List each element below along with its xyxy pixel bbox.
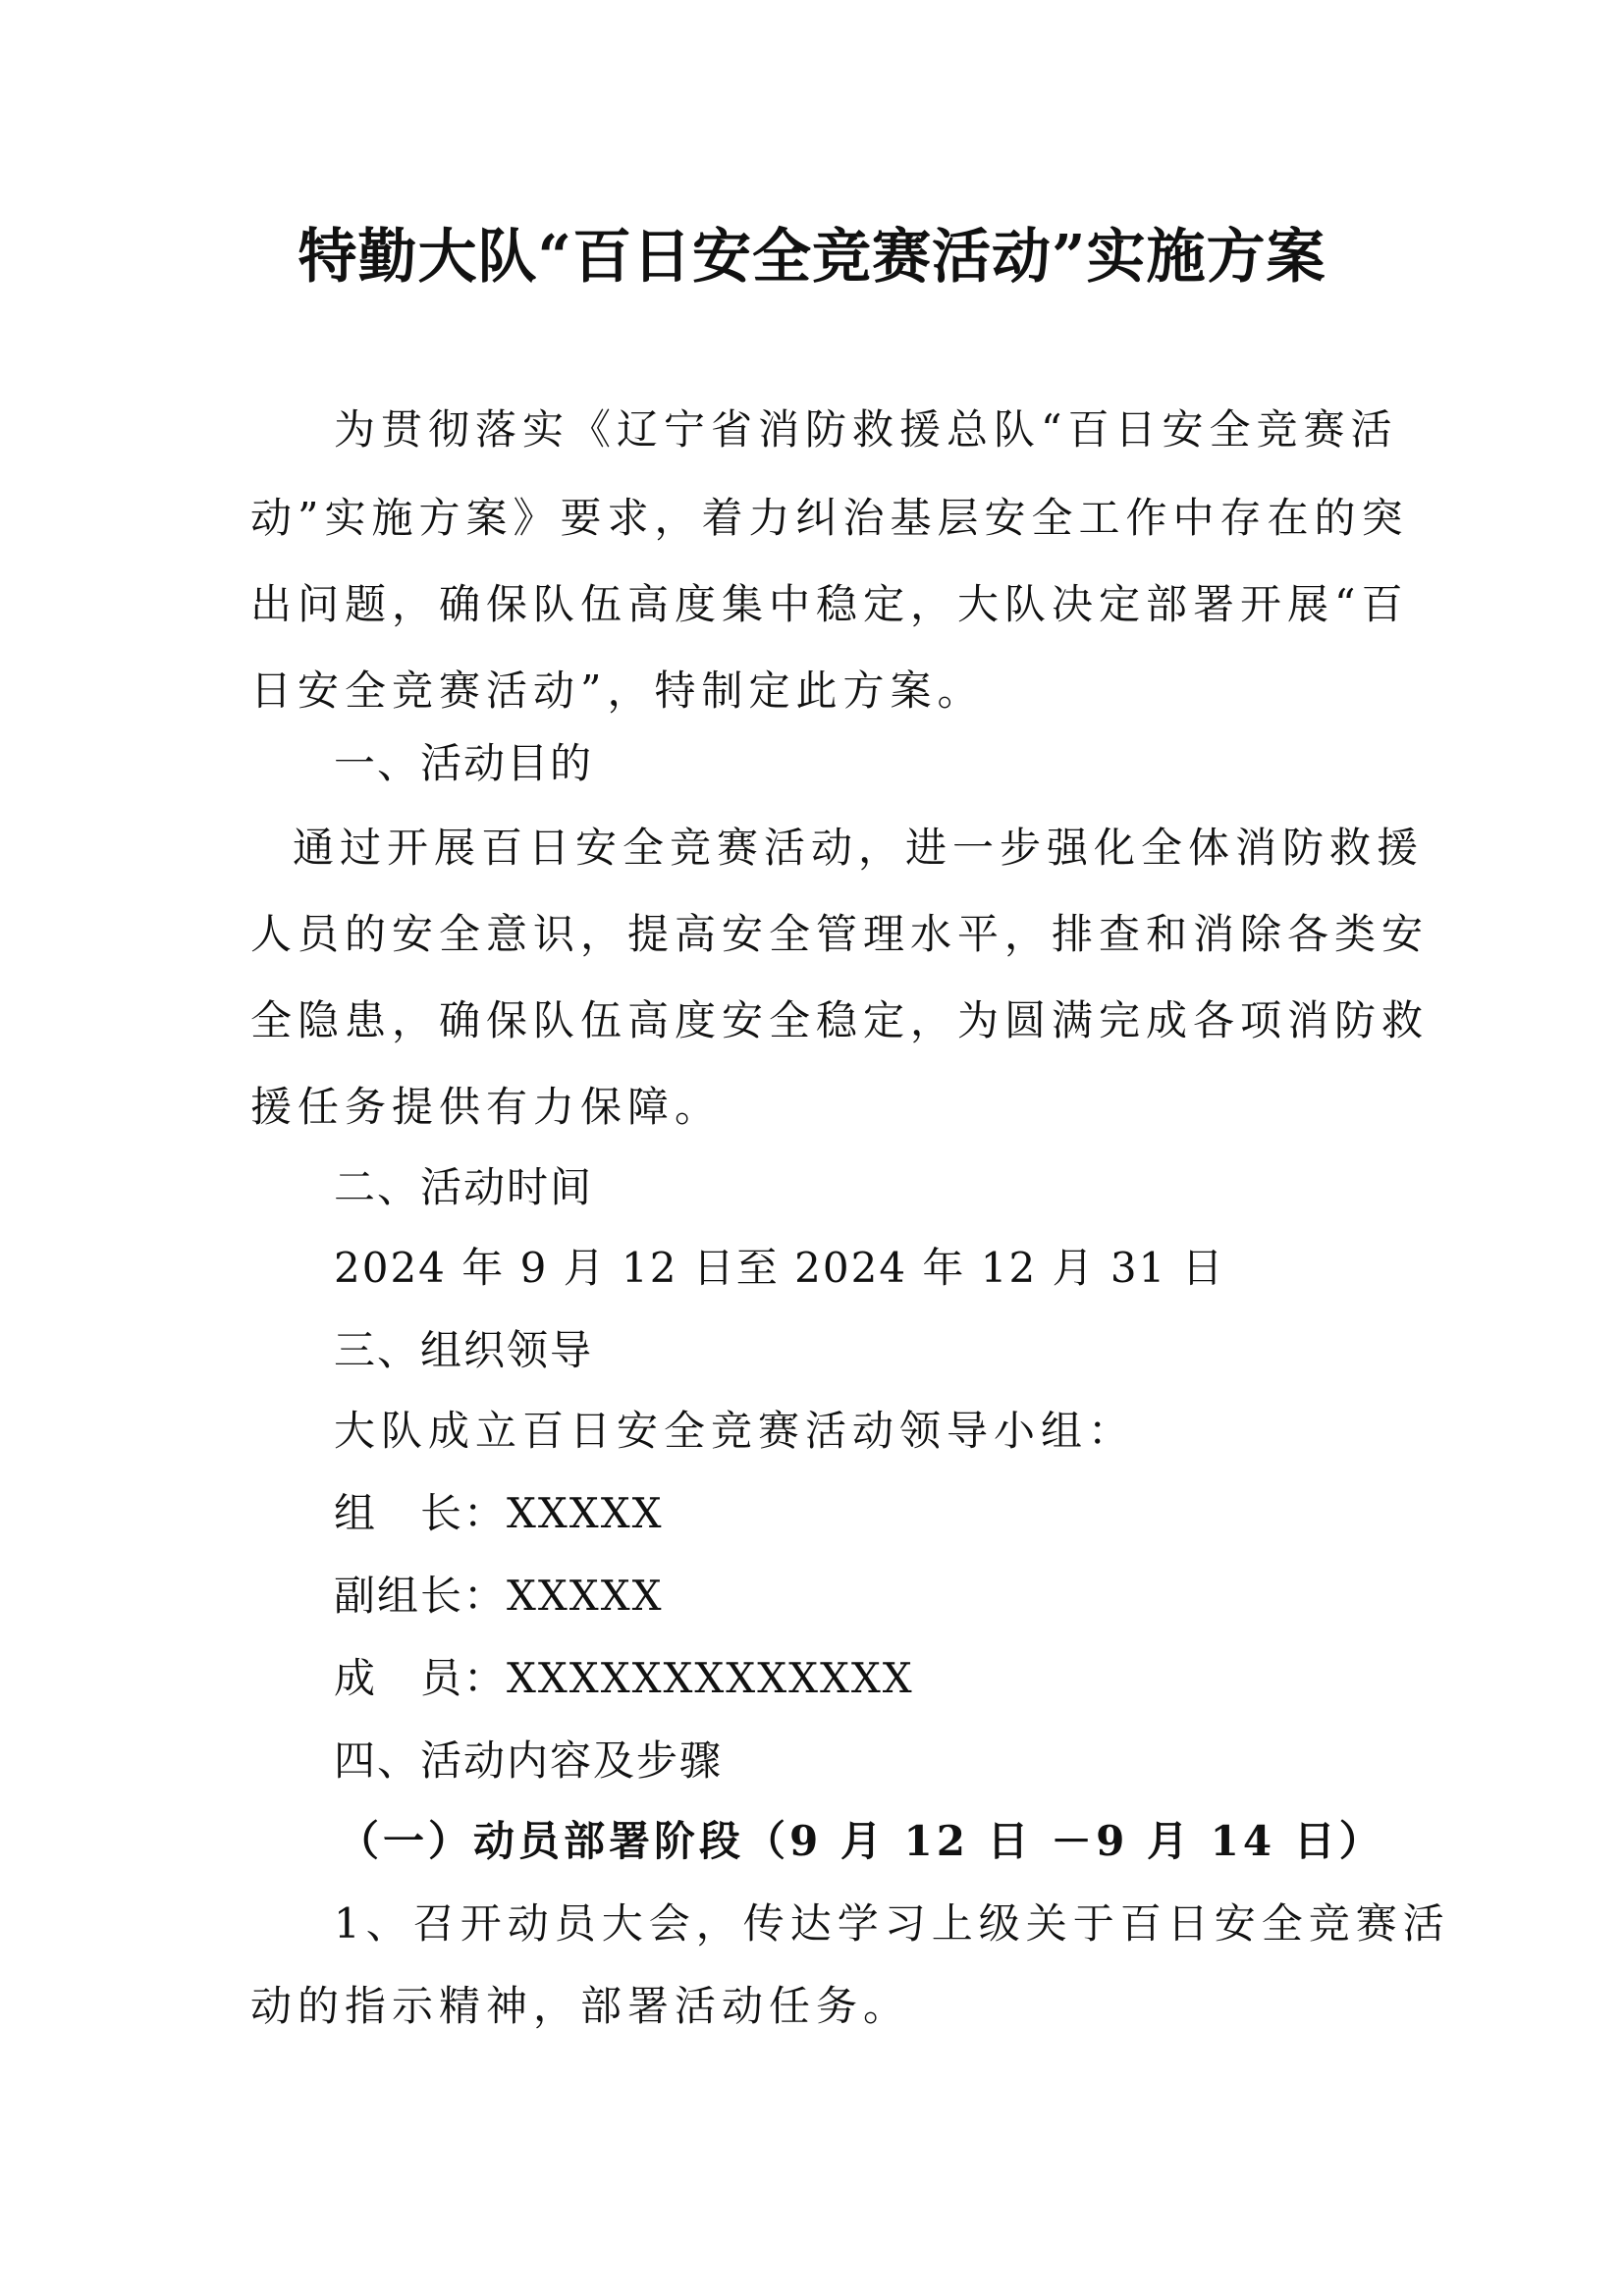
- intro-line-1: 为贯彻落实《辽宁省消防救援总队“百日安全竞赛活: [334, 405, 1398, 454]
- section-heading-time: 二、活动时间: [334, 1163, 594, 1211]
- phase-1-item-1-line-1: 1、召开动员大会，传达学习上级关于百日安全竞赛活: [334, 1899, 1450, 1948]
- intro-line-3: 出问题，确保队伍高度集中稳定，大队决定部署开展“百: [250, 580, 1409, 628]
- intro-line-4: 日安全竞赛活动”，特制定此方案。: [250, 667, 985, 715]
- leader-line: 组 长：XXXXX: [334, 1489, 664, 1537]
- purpose-line-2: 人员的安全意识，提高安全管理水平，排查和消除各类安: [250, 910, 1430, 958]
- members-line: 成 员：XXXXXXXXXXXXX: [334, 1654, 914, 1702]
- document-title: 特勤大队“百日安全竞赛活动”实施方案: [298, 223, 1326, 292]
- phase-1-item-1-line-2: 动的指示精神，部署活动任务。: [250, 1982, 911, 2030]
- purpose-line-4: 援任务提供有力保障。: [250, 1083, 723, 1131]
- section-heading-leadership: 三、组织领导: [334, 1326, 594, 1374]
- purpose-line-1: 通过开展百日安全竞赛活动，进一步强化全体消防救援: [293, 824, 1425, 872]
- leadership-intro: 大队成立百日安全竞赛活动领导小组：: [334, 1407, 1136, 1455]
- deputy-leader-line: 副组长：XXXXX: [334, 1572, 664, 1620]
- intro-line-2: 动”实施方案》要求，着力纠治基层安全工作中存在的突: [250, 494, 1409, 542]
- section-heading-purpose: 一、活动目的: [334, 739, 594, 787]
- phase-1-heading: （一）动员部署阶段（9 月 12 日 －9 月 14 日）: [338, 1817, 1384, 1865]
- section-heading-content: 四、活动内容及步骤: [334, 1736, 724, 1785]
- activity-period: 2024 年 9 月 12 日至 2024 年 12 月 31 日: [334, 1244, 1225, 1292]
- purpose-line-3: 全隐患，确保队伍高度安全稳定，为圆满完成各项消防救: [250, 996, 1430, 1044]
